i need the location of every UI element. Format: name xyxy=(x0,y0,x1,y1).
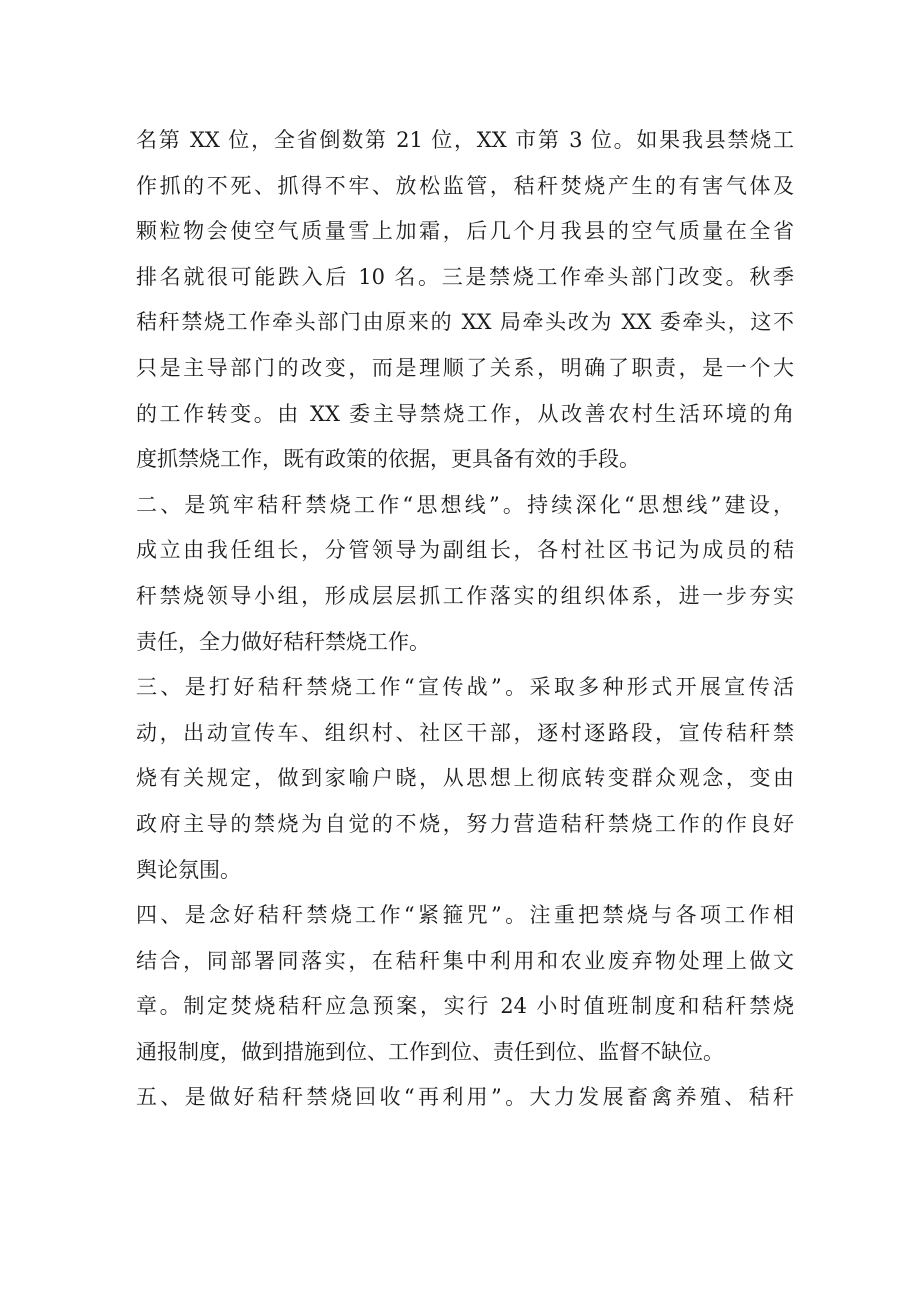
text-line: 度抓禁烧工作，既有政策的依据，更具备有效的手段。 xyxy=(136,447,640,472)
paragraph xyxy=(136,893,794,1075)
text-line: 只是主导部门的改变，而是理顺了关系，明确了职责，是一个大 xyxy=(136,355,794,380)
text-line: 责任，全力做好秸秆禁烧工作。 xyxy=(136,629,430,654)
text-line: 结合，同部署同落实，在秸秆集中利用和农业废弃物处理上做文 xyxy=(136,948,794,973)
text-line: 二、是筑牢秸秆禁烧工作“思想线”。持续深化“思想线”建设， xyxy=(136,492,794,517)
paragraph xyxy=(136,483,794,665)
text-line: 名第 XX 位，全省倒数第 21 位，XX 市第 3 位。如果我县禁烧工 xyxy=(136,128,794,152)
text-line: 四、是念好秸秆禁烧工作“紧箍咒”。注重把禁烧与各项工作相 xyxy=(136,903,794,928)
text-line: 排名就很可能跌入后 10 名。三是禁烧工作牵头部门改变。秋季 xyxy=(136,264,794,289)
document-body xyxy=(136,118,794,1121)
paragraph xyxy=(136,118,794,483)
text-line: 作抓的不死、抓得不牢、放松监管，秸秆焚烧产生的有害气体及 xyxy=(136,173,794,198)
text-line: 舆论氛围。 xyxy=(136,857,241,882)
text-line: 秸秆禁烧工作牵头部门由原来的 XX 局牵头改为 XX 委牵头，这不 xyxy=(136,310,794,335)
text-line: 通报制度，做到措施到位、工作到位、责任到位、监督不缺位。 xyxy=(136,1039,724,1064)
text-line: 秆禁烧领导小组，形成层层抓工作落实的组织体系，进一步夯实 xyxy=(136,583,794,608)
paragraph xyxy=(136,665,794,893)
text-line: 五、是做好秸秆禁烧回收“再利用”。大力发展畜禽养殖、秸秆 xyxy=(136,1085,794,1110)
text-line: 成立由我任组长，分管领导为副组长，各村社区书记为成员的秸 xyxy=(136,538,794,563)
text-line: 章。制定焚烧秸秆应急预案，实行 24 小时值班制度和秸秆禁烧 xyxy=(136,994,794,1019)
text-line: 政府主导的禁烧为自觉的不烧，努力营造秸秆禁烧工作的作良好 xyxy=(136,811,794,836)
text-line: 颗粒物会使空气质量雪上加霜，后几个月我县的空气质量在全省 xyxy=(136,219,794,244)
text-line: 烧有关规定，做到家喻户晓，从思想上彻底转变群众观念，变由 xyxy=(136,766,794,791)
paragraph xyxy=(136,1075,794,1121)
text-line: 三、是打好秸秆禁烧工作“宣传战”。采取多种形式开展宣传活 xyxy=(136,675,794,700)
text-line: 动，出动宣传车、组织村、社区干部，逐村逐路段，宣传秸秆禁 xyxy=(136,720,794,745)
text-line: 的工作转变。由 XX 委主导禁烧工作，从改善农村生活环境的角 xyxy=(136,401,794,426)
